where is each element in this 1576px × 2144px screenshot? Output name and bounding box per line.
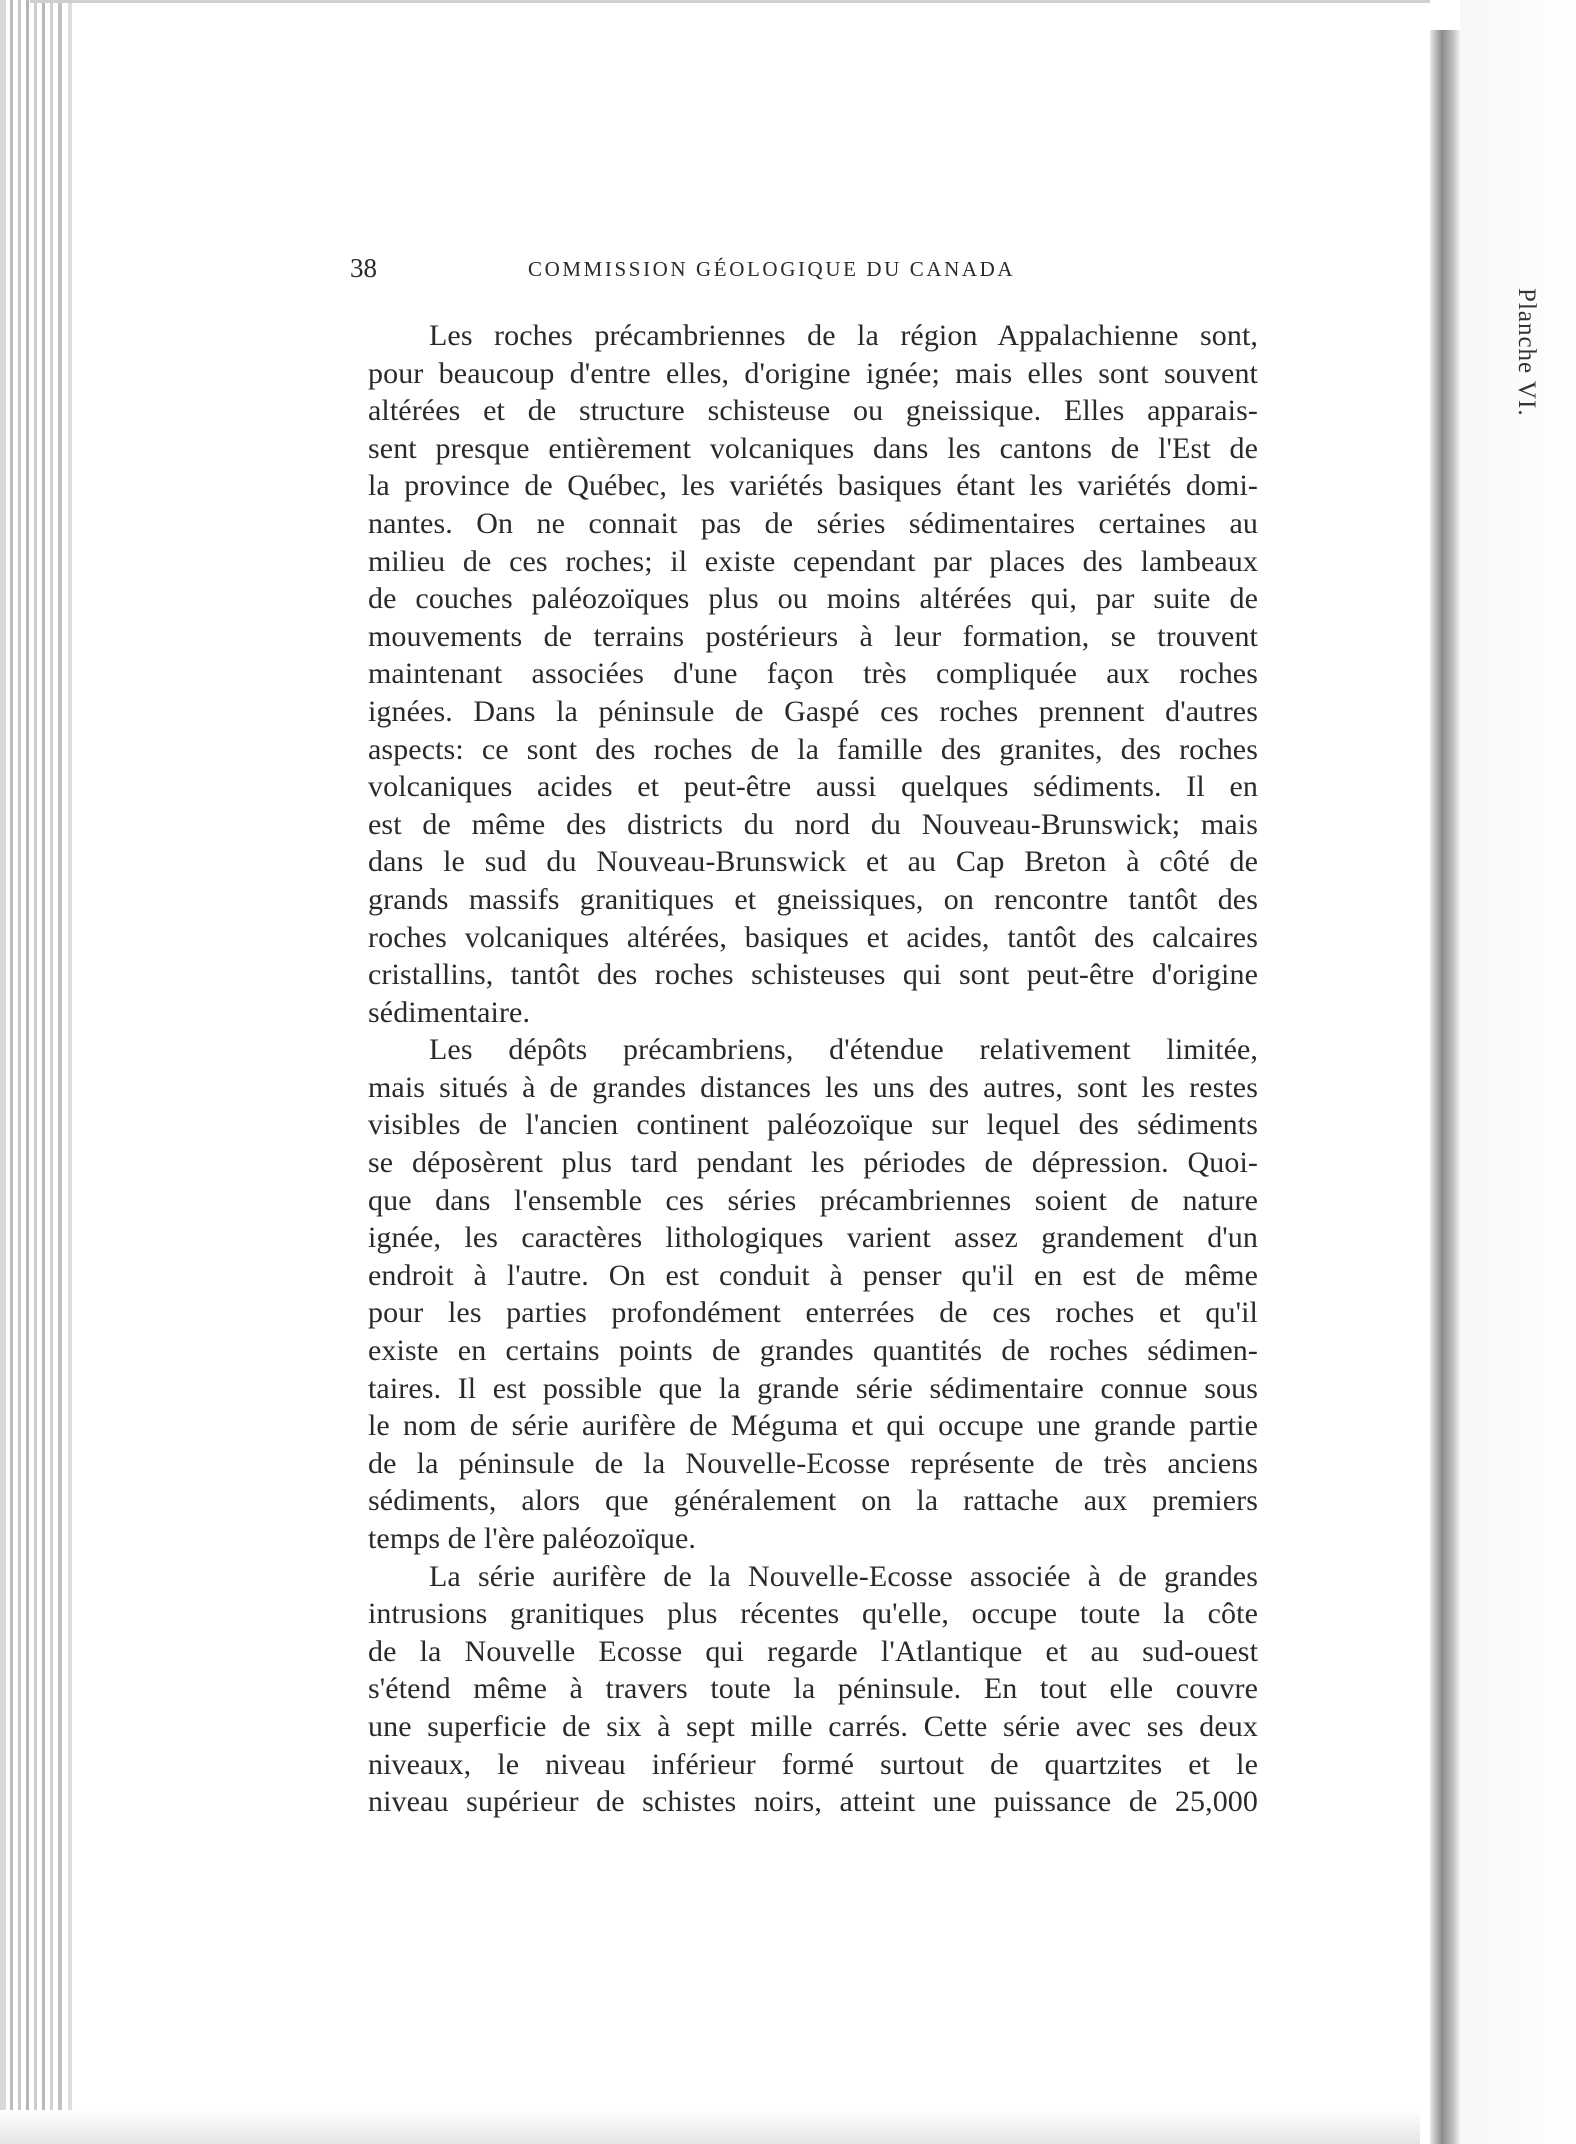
text-line: de la Nouvelle Ecosse qui regarde l'Atlantique et au sud-ouest (368, 1634, 1258, 1668)
paragraph (368, 1558, 1258, 1821)
text-line: maintenant associées d'une façon très compliquée aux roches (368, 657, 1258, 691)
text-line: milieu de ces roches; il existe cependant par places des lambeaux (368, 544, 1258, 578)
text-line: altérées et de structure schisteuse ou gneissique. Elles apparais- (368, 394, 1258, 428)
text-line: intrusions granitiques plus récentes qu'elle, occupe toute la côte (368, 1597, 1258, 1631)
text-line: visibles de l'ancien continent paléozoïque sur lequel des sédiments (368, 1108, 1258, 1142)
plate-label: Planche VI. (1513, 288, 1540, 417)
text-line: mouvements de terrains postérieurs à leur formation, se trouvent (368, 619, 1258, 653)
text-line: mais situés à de grandes distances les uns des autres, sont les restes (368, 1070, 1258, 1104)
text-line: temps de l'ère paléozoïque. (368, 1522, 696, 1555)
text-line: est de même des districts du nord du Nouveau-Brunswick; mais (368, 807, 1258, 841)
text-line: cristallins, tantôt des roches schisteuses qui sont peut-être d'origine (368, 958, 1258, 992)
text-line: taires. Il est possible que la grande série sédimentaire connue sous (368, 1371, 1258, 1405)
text-line: sédimentaire. (368, 995, 531, 1029)
text-line: le nom de série aurifère de Méguma et qui occupe une grande partie (368, 1409, 1258, 1443)
text-line: sédiments, alors que généralement on la rattache aux premiers (368, 1484, 1258, 1518)
page-bottom-shadow (0, 2110, 1420, 2144)
text-line: grands massifs granitiques et gneissiques, on rencontre tantôt des (368, 882, 1258, 916)
text-line: de couches paléozoïques plus ou moins altérées qui, par suite de (368, 582, 1258, 616)
text-line: niveau supérieur de schistes noirs, atteint une puissance de 25,000 (368, 1785, 1258, 1819)
gutter-shadow (1430, 30, 1460, 2144)
text-line: nantes. On ne connait pas de séries sédimentaires certaines au (368, 506, 1258, 540)
text-line: La série aurifère de la Nouvelle-Ecosse associée à de grandes (429, 1559, 1258, 1593)
text-line: que dans l'ensemble ces séries précambriennes soient de nature (368, 1183, 1258, 1217)
page-header (350, 253, 1240, 293)
text-line: ignée, les caractères lithologiques varient assez grandement d'un (368, 1221, 1258, 1255)
text-line: de la péninsule de la Nouvelle-Ecosse représente de très anciens (368, 1446, 1258, 1480)
text-line: Les roches précambriennes de la région Appalachienne sont, (429, 319, 1258, 352)
text-line: niveaux, le niveau inférieur formé surtout de quartzites et le (368, 1747, 1258, 1781)
running-title: COMMISSION GÉOLOGIQUE DU CANADA (528, 257, 1016, 281)
page-number: 38 (350, 253, 377, 283)
text-line: endroit à l'autre. On est conduit à penser qu'il en est de même (368, 1258, 1258, 1292)
text-line: existe en certains points de grandes quantités de roches sédimen- (368, 1334, 1258, 1368)
page-edges (0, 0, 100, 2144)
text-line: volcaniques acides et peut-être aussi quelques sédiments. Il en (368, 770, 1258, 804)
body-text (368, 317, 1258, 1821)
text-line: ignées. Dans la péninsule de Gaspé ces roches prennent d'autres (368, 694, 1258, 728)
text-line: s'étend même à travers toute la péninsule. En tout elle couvre (368, 1672, 1258, 1706)
text-line: dans le sud du Nouveau-Brunswick et au Cap Breton à côté de (368, 845, 1258, 879)
text-line: sent presque entièrement volcaniques dans les cantons de l'Est de (368, 431, 1258, 465)
text-line: pour beaucoup d'entre elles, d'origine ignée; mais elles sont souvent (368, 356, 1258, 390)
page-top-edge (30, 0, 1430, 3)
text-line: la province de Québec, les variétés basiques étant les variétés domi- (368, 469, 1258, 503)
text-line: pour les parties profondément enterrées de ces roches et qu'il (368, 1296, 1258, 1330)
text-line: Les dépôts précambriens, d'étendue relativement limitée, (429, 1033, 1258, 1067)
gutter (1408, 0, 1576, 2144)
text-line: aspects: ce sont des roches de la famille des granites, des roches (368, 732, 1258, 766)
paragraph (368, 317, 1258, 1031)
paragraph (368, 1031, 1258, 1557)
text-line: roches volcaniques altérées, basiques et acides, tantôt des calcaires (368, 920, 1258, 954)
text-line: se déposèrent plus tard pendant les périodes de dépression. Quoi- (368, 1146, 1258, 1180)
text-line: une superficie de six à sept mille carrés. Cette série avec ses deux (368, 1709, 1258, 1743)
